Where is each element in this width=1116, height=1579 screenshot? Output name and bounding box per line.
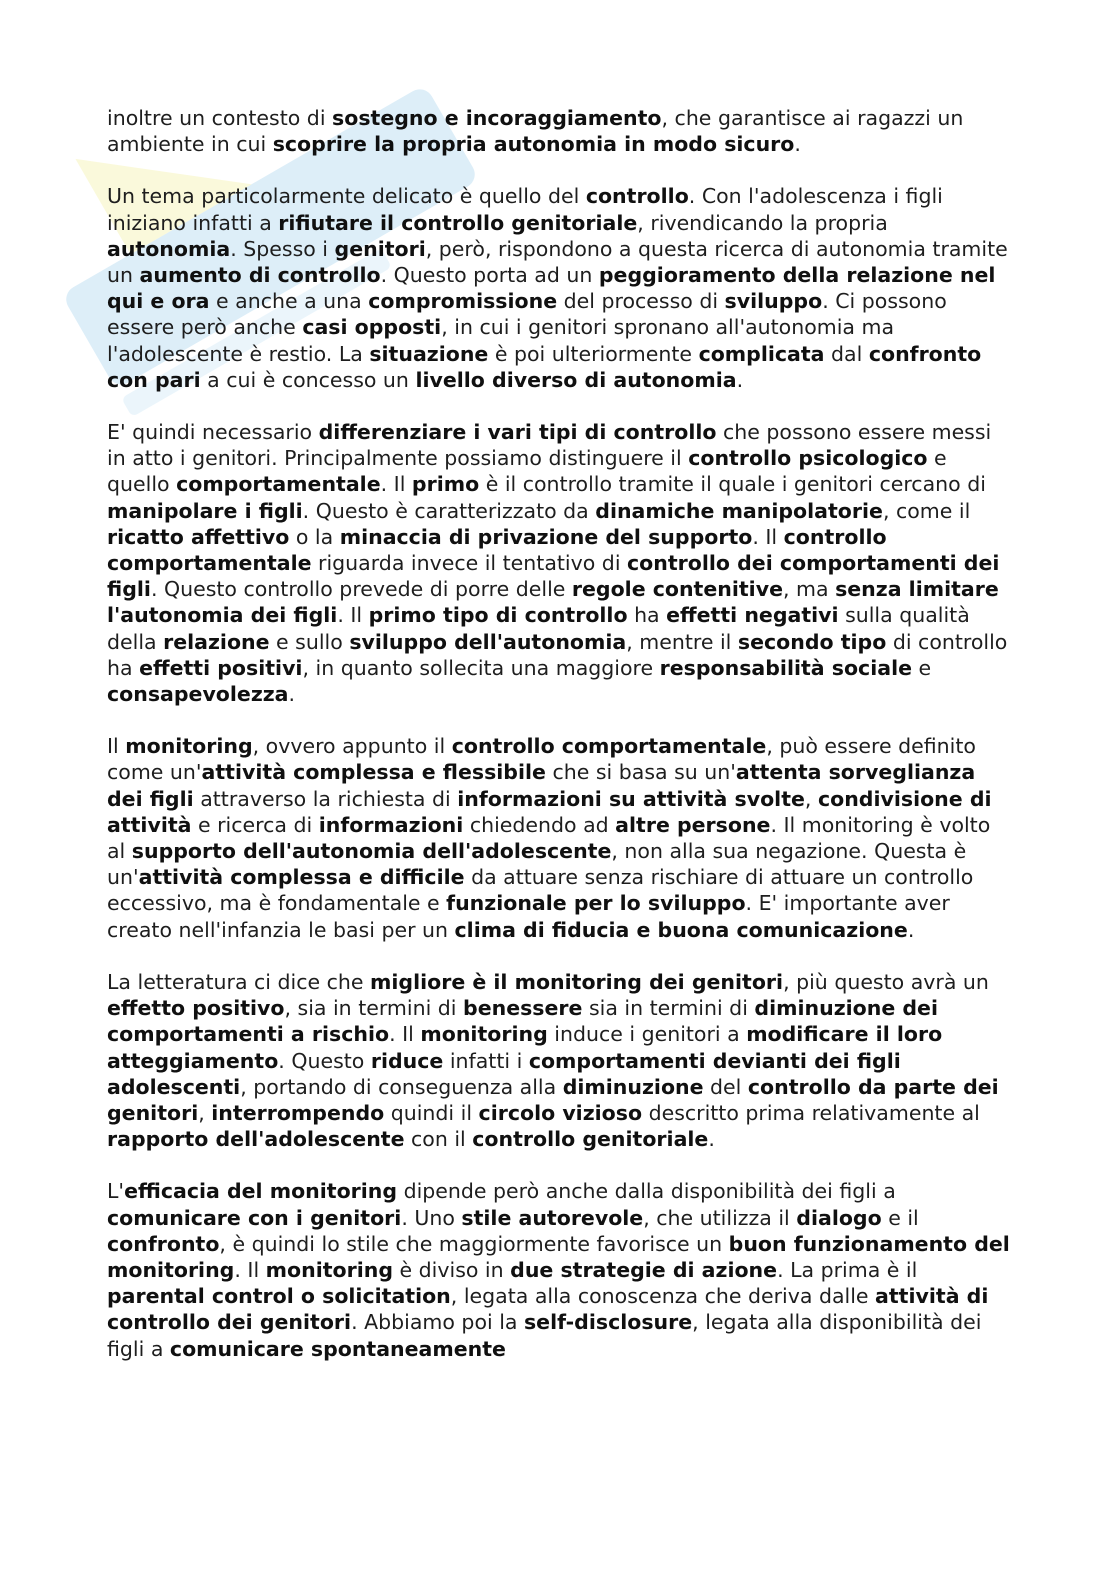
text-run: , ma xyxy=(782,577,836,602)
text-run: , non alla sua negazione. Questa è un' xyxy=(107,839,967,890)
paragraph xyxy=(107,969,1012,1152)
text-run: , in quanto sollecita una maggiore xyxy=(302,655,660,680)
bold-text-run: rifiutare il controllo genitoriale xyxy=(278,210,638,235)
text-run: , che utilizza il xyxy=(643,1205,797,1230)
bold-text-run: migliore è il monitoring dei genitori xyxy=(370,969,784,994)
bold-text-run: comportamentale xyxy=(176,472,381,497)
text-run: . Questo porta ad un xyxy=(380,263,599,288)
text-run: , è quindi lo stile che maggiormente favorisce un xyxy=(219,1231,729,1256)
text-run: descritto prima relativamente al xyxy=(642,1100,980,1125)
text-run: . E' importante aver creato nell'infanzia le basi per un xyxy=(107,891,950,942)
bold-text-run: riduce xyxy=(370,1048,444,1073)
text-run: , rivendicando la propria xyxy=(637,210,888,235)
bold-text-run: primo xyxy=(411,472,480,497)
bold-text-run: controllo genitoriale xyxy=(472,1127,709,1152)
bold-text-run: monitoring xyxy=(265,1257,394,1282)
text-run: , che garantisce ai ragazzi un ambiente in cui xyxy=(107,106,964,157)
bold-text-run: complicata xyxy=(698,341,825,366)
text-run: attraverso la richiesta di xyxy=(193,786,458,811)
text-run: . Il xyxy=(337,603,369,628)
paragraph xyxy=(107,105,1012,157)
text-run: inoltre un contesto di xyxy=(107,106,333,130)
text-run: , in cui i genitori spronano all'autonomia ma l'adolescente è restio. La xyxy=(107,315,895,366)
document-body xyxy=(107,105,1012,1388)
bold-text-run: comunicare con i genitori xyxy=(107,1205,402,1230)
text-run: , xyxy=(198,1100,212,1125)
bold-text-run: confronto con pari xyxy=(107,341,982,392)
text-run: Il xyxy=(107,734,126,759)
bold-text-run: primo tipo di controllo xyxy=(368,603,628,628)
text-run: . La prima è il xyxy=(777,1257,918,1282)
bold-text-run: rapporto dell'adolescente xyxy=(107,1127,405,1152)
text-run: e il xyxy=(881,1205,919,1230)
text-run: . Il xyxy=(380,472,412,497)
bold-text-run: responsabilità sociale xyxy=(659,655,912,680)
bold-text-run: diminuzione xyxy=(562,1074,704,1099)
bold-text-run: livello diverso di autonomia xyxy=(415,367,737,392)
text-run: . Spesso i xyxy=(230,236,335,261)
text-run: . xyxy=(288,682,296,707)
bold-text-run: aumento di controllo xyxy=(139,263,381,288)
text-run: . Questo controllo prevede di porre delle xyxy=(150,577,572,602)
text-run: o la xyxy=(289,524,340,549)
bold-text-run: controllo psicologico xyxy=(688,446,928,471)
bold-text-run: minaccia di privazione del supporto xyxy=(339,524,753,549)
text-run: dipende però anche dalla disponibilità dei figli a xyxy=(397,1179,896,1204)
bold-text-run: secondo tipo xyxy=(737,629,887,654)
bold-text-run: stile autorevole xyxy=(461,1205,644,1230)
paragraph xyxy=(107,183,1012,393)
text-run: . xyxy=(708,1127,715,1152)
text-run: , mentre il xyxy=(626,629,738,654)
text-run: di controllo ha xyxy=(107,629,1008,680)
text-run: riguarda invece il tentativo di xyxy=(311,551,628,576)
paragraph xyxy=(107,733,1012,943)
text-run: . xyxy=(736,367,744,392)
text-run: è poi ulteriormente xyxy=(488,341,699,366)
bold-text-run: consapevolezza xyxy=(107,682,289,707)
bold-text-run: circolo vizioso xyxy=(478,1100,643,1125)
text-run: . Questo xyxy=(278,1048,371,1073)
text-run: . xyxy=(794,132,801,157)
bold-text-run: clima di fiducia e buona comunicazione xyxy=(454,917,908,942)
bold-text-run: modificare il loro atteggiamento xyxy=(107,1022,943,1073)
bold-text-run: dinamiche manipolatorie xyxy=(595,498,883,523)
bold-text-run: ricatto affettivo xyxy=(107,524,290,549)
text-run: e quello xyxy=(107,446,947,497)
text-run: induce i genitori a xyxy=(547,1022,747,1047)
bold-text-run: situazione xyxy=(369,341,489,366)
bold-text-run: sviluppo dell'autonomia xyxy=(349,629,627,654)
bold-text-run: efficacia del monitoring xyxy=(124,1179,398,1204)
bold-text-run: diminuzione dei comportamenti a rischio xyxy=(107,996,938,1047)
bold-text-run: sviluppo xyxy=(724,289,823,314)
bold-text-run: autonomia xyxy=(107,236,231,261)
bold-text-run: attività complessa e difficile xyxy=(138,865,465,890)
bold-text-run: monitoring xyxy=(420,1022,548,1047)
text-run: , xyxy=(804,786,818,811)
text-run: L' xyxy=(107,1179,125,1204)
text-run: , come il xyxy=(882,498,971,523)
bold-text-run: relazione xyxy=(163,629,270,654)
bold-text-run: attività di controllo dei genitori xyxy=(107,1284,989,1335)
text-run: , sia in termini di xyxy=(284,996,464,1021)
bold-text-run: regole contenitive xyxy=(571,577,783,602)
text-run: , ovvero appunto il xyxy=(252,734,452,759)
bold-text-run: scoprire la propria autonomia in modo sicuro xyxy=(272,132,795,157)
bold-text-run: parental control o solicitation xyxy=(107,1284,451,1309)
bold-text-run: benessere xyxy=(463,996,583,1021)
bold-text-run: attenta sorveglianza dei figli xyxy=(107,760,976,811)
bold-text-run: altre persone xyxy=(615,812,771,837)
bold-text-run: attività complessa e flessibile xyxy=(201,760,546,785)
text-run: . Il monitoring è volto al xyxy=(107,812,991,864)
bold-text-run: controllo dei comportamenti dei figli xyxy=(107,551,1000,602)
text-run: del xyxy=(703,1074,748,1099)
text-run: ha xyxy=(627,603,667,628)
text-run: dal xyxy=(824,341,869,366)
text-run: . Con l'adolescenza i figli iniziano infatti a xyxy=(107,184,943,235)
text-run: è il controllo tramite il quale i genitori cercano di xyxy=(479,472,986,497)
bold-text-run: effetti negativi xyxy=(666,603,839,628)
bold-text-run: self-disclosure xyxy=(523,1310,693,1335)
bold-text-run: controllo da parte dei genitori xyxy=(107,1074,999,1125)
bold-text-run: compromissione xyxy=(368,289,558,314)
bold-text-run: supporto dell'autonomia dell'adolescente xyxy=(131,839,612,864)
bold-text-run: differenziare i vari tipi di controllo xyxy=(318,420,717,445)
bold-text-run: sostegno e incoraggiamento xyxy=(332,106,662,130)
text-run: infatti i xyxy=(443,1048,529,1073)
bold-text-run: condivisione di attività xyxy=(107,786,992,837)
text-run: del processo di xyxy=(557,289,725,314)
paragraph xyxy=(107,1178,1012,1361)
bold-text-run: controllo comportamentale xyxy=(107,524,887,576)
text-run: , più questo avrà un xyxy=(783,969,989,994)
bold-text-run: effetti positivi xyxy=(139,655,303,680)
text-run: . Questo è caratterizzato da xyxy=(302,498,596,523)
bold-text-run: dialogo xyxy=(796,1205,882,1230)
text-run: è diviso in xyxy=(393,1257,511,1282)
bold-text-run: interrompendo xyxy=(211,1100,385,1125)
text-run: e anche a una xyxy=(209,289,369,314)
text-run: . Ci possono essere però anche xyxy=(107,289,947,340)
bold-text-run: genitori xyxy=(334,236,426,261)
text-run: , però, rispondono a questa ricerca di autonomia tramite un xyxy=(107,236,1008,288)
text-run: . Abbiamo poi la xyxy=(351,1310,524,1335)
bold-text-run: informazioni su attività svolte xyxy=(457,786,805,811)
text-run: . Uno xyxy=(401,1205,462,1230)
text-run: che possono essere messi in atto i genitori. Principalmente possiamo distinguere il xyxy=(107,420,992,471)
bold-text-run: casi opposti xyxy=(302,315,442,340)
bold-text-run: buon funzionamento del monitoring xyxy=(107,1231,1010,1282)
bold-text-run: due strategie di azione xyxy=(510,1257,778,1282)
text-run: , legata alla conoscenza che deriva dalle xyxy=(450,1284,876,1309)
bold-text-run: monitoring xyxy=(125,734,253,759)
text-run: Un tema particolarmente delicato è quello del xyxy=(107,184,586,209)
text-run: e sullo xyxy=(269,629,350,654)
text-run: a cui è concesso un xyxy=(200,367,416,392)
text-run: sulla qualità della xyxy=(107,603,970,654)
text-run: La letteratura ci dice che xyxy=(107,969,371,994)
text-run: . Il xyxy=(752,524,784,549)
bold-text-run: funzionale per lo sviluppo xyxy=(446,891,746,916)
bold-text-run: comunicare spontaneamente xyxy=(169,1336,506,1361)
text-run: sia in termini di xyxy=(582,996,755,1021)
bold-text-run: senza limitare l'autonomia dei figli xyxy=(107,577,999,628)
bold-text-run: informazioni xyxy=(318,812,464,837)
text-run: quindi il xyxy=(384,1100,479,1125)
text-run: e xyxy=(912,655,932,680)
text-run: , può essere definito come un' xyxy=(107,734,976,785)
bold-text-run: peggioramento della relazione nel qui e ora xyxy=(107,263,996,314)
text-run: che si basa su un' xyxy=(545,760,736,785)
bold-text-run: controllo comportamentale xyxy=(451,734,767,759)
text-run: , legata alla disponibilità dei figli a xyxy=(107,1310,982,1361)
bold-text-run: effetto positivo xyxy=(107,996,285,1021)
paragraph xyxy=(107,419,1012,707)
bold-text-run: comportamenti devianti dei figli adolescenti xyxy=(107,1048,901,1099)
text-run: e ricerca di xyxy=(191,812,319,837)
text-run: chiedendo ad xyxy=(463,812,616,837)
text-run: , portando di conseguenza alla xyxy=(240,1074,563,1099)
bold-text-run: manipolare i figli xyxy=(107,498,303,523)
text-run: . xyxy=(907,917,915,942)
bold-text-run: confronto xyxy=(107,1231,220,1256)
text-run: . Il xyxy=(389,1022,421,1047)
text-run: da attuare senza rischiare di attuare un controllo eccessivo, ma è fondamentale e xyxy=(107,865,974,916)
text-run: con il xyxy=(404,1127,473,1152)
bold-text-run: controllo xyxy=(585,184,689,209)
text-run: . Il xyxy=(234,1257,266,1282)
text-run: E' quindi necessario xyxy=(107,420,319,445)
